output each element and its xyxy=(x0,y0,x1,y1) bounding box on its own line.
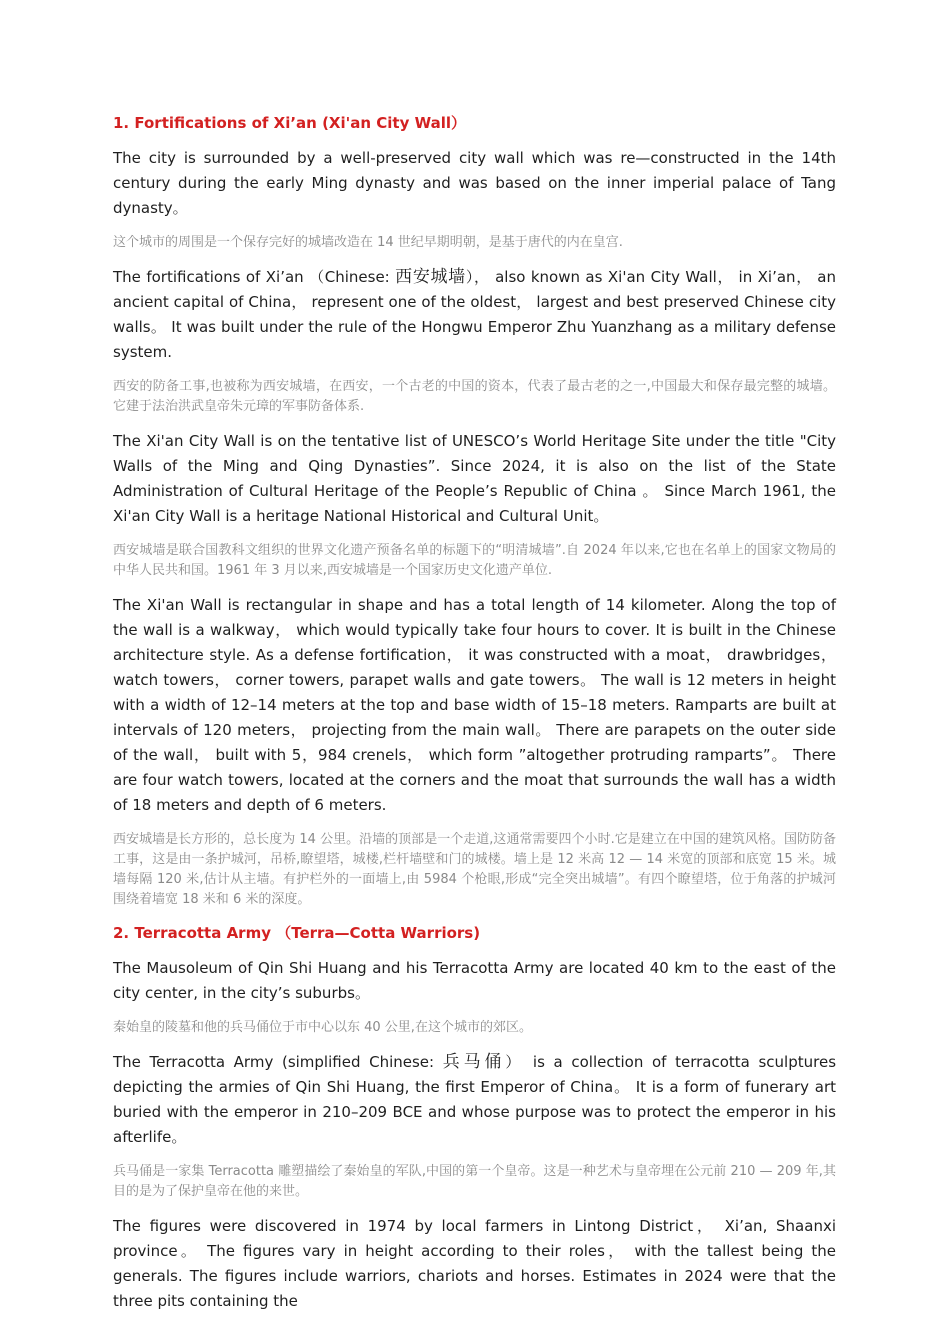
paragraph-en: The Mausoleum of Qin Shi Huang and his Terracotta Army are located 40 km to the east of the city center, in the city’s suburbs。 xyxy=(113,959,836,1002)
paragraph-en-part: The Terracotta Army (simplified Chinese: xyxy=(113,1053,443,1071)
paragraph-zh: 秦始皇的陵墓和他的兵马俑位于市中心以东 40 公里,在这个城市的郊区。 xyxy=(113,1020,532,1035)
paragraph-en xyxy=(113,265,836,365)
paragraph-en xyxy=(113,1050,836,1150)
paragraph-en: The city is surrounded by a well-preserved city wall which was re—constructed in the 14th century during the early Ming dynasty and was based on the inner imperial palace of Tang dynasty。 xyxy=(113,149,836,217)
paragraph-en: The Xi'an City Wall is on the tentative list of UNESCO’s World Heritage Site under the title "City Walls of the Ming and Qing Dynasties”. Since 2024, it is also on the list of the State Administration of Cultural Heritage of the People’s Republic of China 。 Since March 1961, the Xi'an City Wall is a heritage National Historical and Cultural Unit。 xyxy=(113,432,836,525)
paragraph-zh: 这个城市的周围是一个保存完好的城墙改造在 14 世纪早期明朝，是基于唐代的内在皇宫. xyxy=(113,235,623,250)
paragraph-zh: 兵马俑是一家集 Terracotta 雕塑描绘了秦始皇的军队,中国的第一个皇帝。这是一种艺术与皇帝埋在公元前 210 — 209 年,其目的是为了保护皇帝在他的来世。 xyxy=(113,1164,836,1199)
paragraph-zh: 西安城墙是长方形的，总长度为 14 公里。沿墙的顶部是一个走道,这通常需要四个小时.它是建立在中国的建筑风格。国防防备工事，这是由一条护城河，吊桥,瞭望塔，城楼,栏杆墙壁和门的城楼。墙上是 12 米高 12 — 14 米宽的顶部和底宽 15 米。城墙每隔 120 米,估计从主墙。有护栏外的一面墙上,由 5984 个枪眼,形成“完全突出城墙”。有四个瞭望塔，位于角落的护城河围绕着墙宽 18 米和 6 米的深度。 xyxy=(113,832,836,907)
paragraph-en: The Xi'an Wall is rectangular in shape and has a total length of 14 kilometer. Along the top of the wall is a walkway， which would typically take four hours to cover. It is built in the Chinese architecture style. As a defense fortification， it was constructed with a moat， drawbridges， watch towers， corner towers, parapet walls and gate towers。 The wall is 12 meters in height with a width of 12–14 meters at the top and base width of 15–18 meters. Ramparts are built at intervals of 120 meters， projecting from the main wall。 There are parapets on the outer side of the wall， built with 5，984 crenels， which form ”altogether protruding ramparts”。 There are four watch towers, located at the corners and the moat that surrounds the wall has a width of 18 meters and depth of 6 meters. xyxy=(113,596,836,814)
paragraph-en-part: ）， also known as Xi'an City Wall， in Xi’an， an ancient capital of China， represent one of the oldest， largest and best preserved Chinese city walls。 It was built under the rule of the Hongwu Emperor Zhu Yuanzhang as a military defense system. xyxy=(113,268,837,361)
paragraph-zh: 西安的防备工事,也被称为西安城墙，在西安，一个古老的中国的资本，代表了最古老的之一,中国最大和保存最完整的城墙。它建于法治洪武皇帝朱元璋的军事防备体系. xyxy=(113,379,836,414)
section-heading-terracotta: 2. Terracotta Army （Terra—Cotta Warriors) xyxy=(113,924,481,942)
paragraph-en-part: The fortifications of Xi’an （Chinese: xyxy=(113,268,396,286)
section-heading-fortifications: 1. Fortifications of Xi’an (Xi'an City Wall） xyxy=(113,114,466,132)
paragraph-en-part: ） is a collection of terracotta sculptures depicting the armies of Qin Shi Huang, the first Emperor of China。 It is a form of funerary art buried with the emperor in 210–209 BCE and whose purpose was to protect the emperor in his afterlife。 xyxy=(113,1053,837,1146)
chinese-term: 西安城墙 xyxy=(395,267,466,287)
document-page xyxy=(113,112,836,1326)
paragraph-zh: 西安城墙是联合国教科文组织的世界文化遗产预备名单的标题下的“明清城墙”.自 2024 年以来,它也在名单上的国家文物局的中华人民共和国。1961 年 3 月以来,西安城墙是一个国家历史文化遗产单位. xyxy=(113,543,836,578)
chinese-term: 兵马俑 xyxy=(442,1052,506,1072)
paragraph-en: The figures were discovered in 1974 by local farmers in Lintong District， Xi’an, Shaanxi province。 The figures vary in height according to their roles， with the tallest being the generals. The figures include warriors, chariots and horses. Estimates in 2024 were that the three pits containing the xyxy=(113,1217,836,1310)
